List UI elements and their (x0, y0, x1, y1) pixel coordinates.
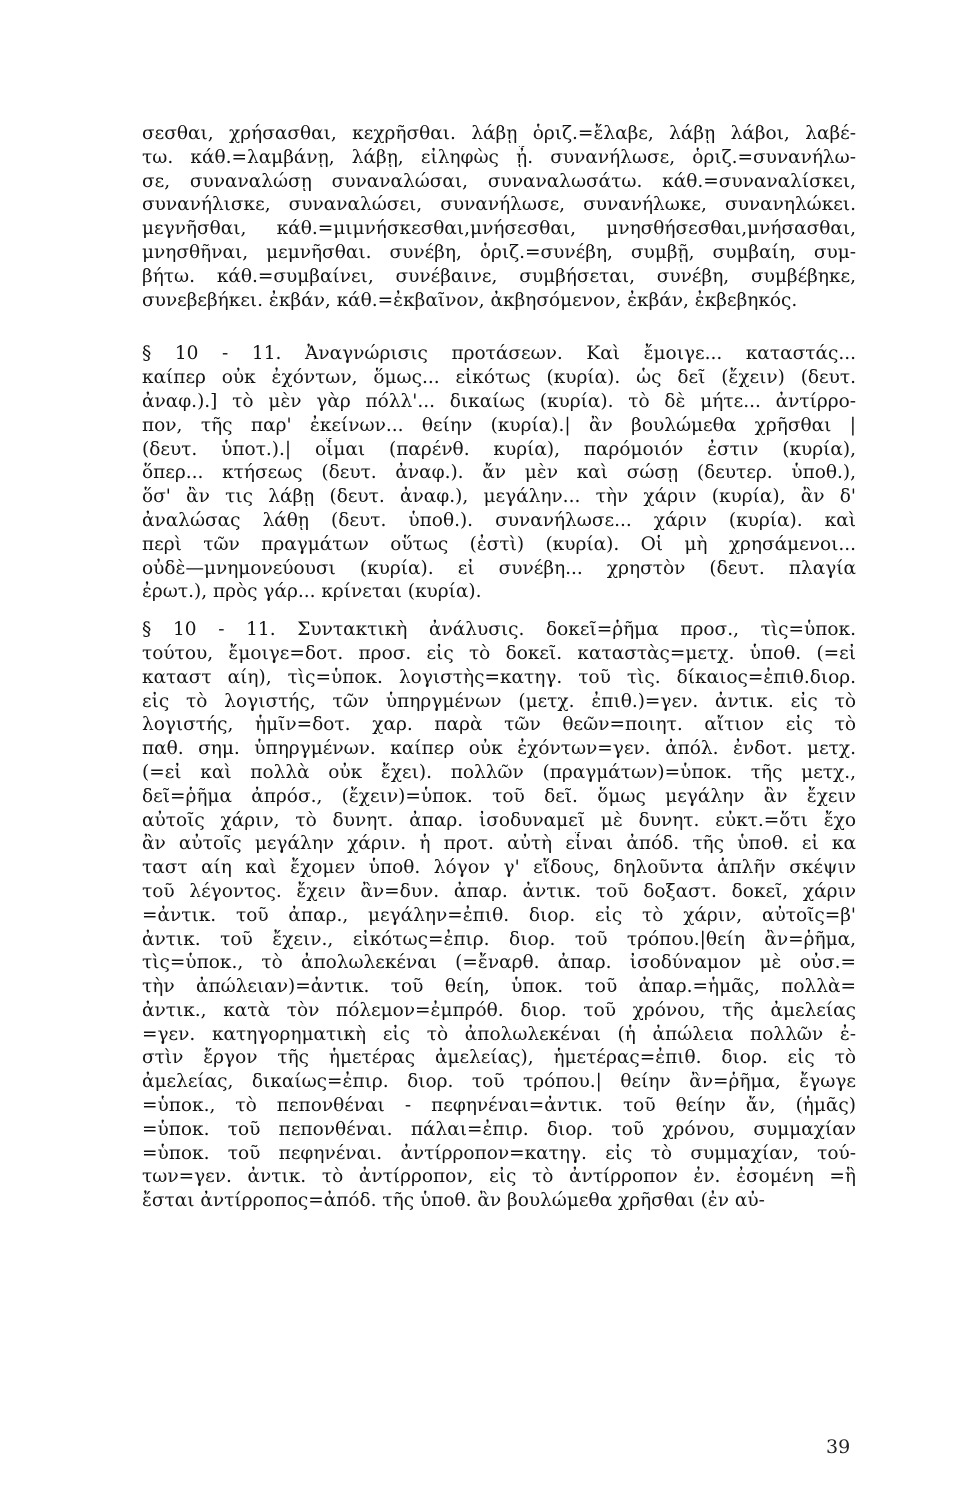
text-line: αὐτοῖς χάριν, τὸ δυνητ. ἀπαρ. ἰσοδυναμεῖ μὲ δυνητ. εὐκτ.=ὅτι ἔχο (142, 809, 856, 831)
page-body (142, 122, 856, 1213)
text-line: τω. κάθ.=λαμβάνῃ, λάβῃ, εἰληφὼς ᾖ. συνανήλωσε, ὁριζ.=συνανήλω- (142, 146, 856, 168)
text-line: των=γεν. ἀντικ. τὸ ἀντίρροπον, εἰς τὸ ἀντίρροπον ἐν. ἐσομένη =ἣ (142, 1166, 856, 1188)
text-line: λογιστής, ἡμῖν=δοτ. χαρ. παρὰ τῶν θεῶν=ποιητ. αἴτιον εἰς τὸ (142, 714, 856, 736)
text-line: (=εἰ καὶ πολλὰ οὐκ ἔχει). πολλῶν (πραγμάτων)=ὑποκ. τῆς μετχ., (142, 761, 856, 783)
text-line: § 10 - 11. Ἀναγνώρισις προτάσεων. Καὶ ἔμοιγε... καταστάς... (142, 343, 856, 365)
text-line: πον, τῆς παρ' ἐκείνων... θείην (κυρία).| ἂν βουλώμεθα χρῆσθαι | (142, 414, 856, 436)
text-line: ἀντικ., κατὰ τὸν πόλεμον=ἐμπρόθ. διορ. τοῦ χρόνου, τῆς ἀμελείας (142, 999, 856, 1021)
text-line: ἔσται ἀντίρροπος=ἀπόδ. τῆς ὑποθ. ἂν βουλώμεθα χρῆσθαι (ἐν αὐ- (142, 1190, 765, 1212)
text-line: δεῖ=ῥῆμα ἀπρόσ., (ἔχειν)=ὑποκ. τοῦ δεῖ. ὅμως μεγάλην ἂν ἔχειν (142, 785, 856, 807)
text-line: περὶ τῶν πραγμάτων οὕτως (ἐστὶ) (κυρία). Οἱ μὴ χρησάμενοι... (142, 533, 856, 555)
text-line: καταστ αίη), τὶς=ὑποκ. λογιστὴς=κατηγ. τοῦ τὶς. δίκαιος=ἐπιθ.διορ. (142, 666, 856, 688)
text-line: ὅσ' ἂν τις λάβῃ (δευτ. ἀναφ.), μεγάλην... τὴν χάριν (κυρία), ἂν δ' (142, 486, 856, 508)
text-line: ταστ αίη καὶ ἔχομεν ὑποθ. λόγον γ' εἴδους, δηλοῦντα ἁπλῆν σκέψιν (142, 857, 856, 879)
text-line: στὶν ἔργον τῆς ἡμετέρας ἀμελείας), ἡμετέρας=ἐπιθ. διορ. εἰς τὸ (142, 1047, 856, 1069)
text-line: =ὑποκ. τοῦ πεπονθέναι. πάλαι=ἐπιρ. διορ. τοῦ χρόνου, συμμαχίαν (142, 1118, 856, 1140)
text-line: παθ. σημ. ὑπηργμένων. καίπερ οὐκ ἐχόντων=γεν. ἀπόλ. ἐνδοτ. μετχ. (142, 738, 856, 760)
text-line: τούτου, ἔμοιγε=δοτ. προσ. εἰς τὸ δοκεῖ. καταστὰς=μετχ. ὑποθ. (=εἰ (142, 642, 856, 664)
section-recognition-of-clauses (142, 342, 856, 604)
section-syntactic-analysis (142, 618, 856, 1213)
text-line: ἀμελείας, δικαίως=ἐπιρ. διορ. τοῦ τρόπου.| θείην ἂν=ῥῆμα, ἔγωγε (142, 1071, 856, 1093)
text-line: βήτω. κάθ.=συμβαίνει, συνέβαινε, συμβήσεται, συνέβη, συμβέβηκε, (142, 265, 856, 287)
page-number: 39 (826, 1436, 851, 1458)
text-line: οὐδὲ—μνημονεύουσι (κυρία). εἰ συνέβη... χρηστὸν (δευτ. πλαγία (142, 557, 856, 579)
text-line: ἐρωτ.), πρὸς γάρ... κρίνεται (κυρία). (142, 581, 482, 603)
text-line: συνανήλισκε, συναναλώσει, συνανήλωσε, συνανήλωκε, συνανηλώκει. (142, 194, 856, 216)
text-line: ὅπερ... κτήσεως (δευτ. ἀναφ.). ἄν μὲν καὶ σώσῃ (δευτερ. ὑποθ.), (142, 462, 856, 484)
text-line: συνεβεβήκει. ἐκβάν, κάθ.=ἐκβαῖνον, ἀκβησόμενον, ἐκβάν, ἐκβεβηκός. (142, 289, 798, 311)
vocabulary-paragraph (142, 122, 856, 312)
text-line: καίπερ οὐκ ἐχόντων, ὅμως... εἰκότως (κυρία). ὡς δεῖ (ἔχειν) (δευτ. (142, 367, 856, 389)
text-line: εἰς τὸ λογιστής, τῶν ὑπηργμένων (μετχ. ἐπιθ.)=γεν. ἀντικ. εἰς τὸ (142, 690, 856, 712)
text-line: ἂν αὐτοῖς μεγάλην χάριν. ἡ προτ. αὐτὴ εἶναι ἀπόδ. τῆς ὑποθ. εἰ κα (142, 833, 856, 855)
text-line: τὶς=ὑποκ., τὸ ἀπολωλεκέναι (=ἔναρθ. ἀπαρ. ἰσοδύναμον μὲ οὐσ.= (142, 952, 856, 974)
text-line: σε, συναναλώσῃ συναναλώσαι, συναναλωσάτω. κάθ.=συναναλίσκει, (142, 170, 856, 192)
text-line: =ὑποκ., τὸ πεπονθέναι - πεφηνέναι=ἀντικ. τοῦ θείην ἄν, (ἡμᾶς) (142, 1095, 856, 1117)
text-line: § 10 - 11. Συντακτικὴ ἀνάλυσις. δοκεῖ=ῥῆμα προσ., τὶς=ὑποκ. (142, 619, 856, 641)
text-line: ἀντικ. τοῦ ἔχειν., εἰκότως=ἐπιρ. διορ. τοῦ τρόπου.|θείη ἂν=ῥῆμα, (142, 928, 856, 950)
text-line: μνησθῆναι, μεμνῆσθαι. συνέβη, ὁριζ.=συνέβη, συμβῇ, συμβαίη, συμ- (142, 241, 856, 263)
text-line: τοῦ λέγοντος. ἔχειν ἂν=δυν. ἀπαρ. ἀντικ. τοῦ δοξαστ. δοκεῖ, χάριν (142, 880, 856, 902)
text-line: =γεν. κατηγορηματικὴ εἰς τὸ ἀπολωλεκέναι (ἡ ἀπώλεια πολλῶν ἐ- (142, 1023, 856, 1045)
text-line: τὴν ἀπώλειαν)=ἀντικ. τοῦ θείη, ὑποκ. τοῦ ἀπαρ.=ἡμᾶς, πολλὰ= (142, 976, 856, 998)
text-line: =ὑποκ. τοῦ πεφηνέναι. ἀντίρροπον=κατηγ. εἰς τὸ συμμαχίαν, τού- (142, 1142, 856, 1164)
text-line: =ἀντικ. τοῦ ἀπαρ., μεγάλην=ἐπιθ. διορ. εἰς τὸ χάριν, αὐτοῖς=β' (142, 904, 856, 926)
text-line: σεσθαι, χρήσασθαι, κεχρῆσθαι. λάβῃ ὁριζ.=ἔλαβε, λάβῃ λάβοι, λαβέ- (142, 123, 856, 144)
text-line: (δευτ. ὑποτ.).| οἶμαι (παρένθ. κυρία), παρόμοιόν ἐστιν (κυρία), (142, 438, 856, 460)
text-line: ἀναλώσας λάθῃ (δευτ. ὑποθ.). συνανήλωσε... χάριν (κυρία). καὶ (142, 509, 856, 531)
text-line: ἀναφ.).] τὸ μὲν γὰρ πόλλ'... δικαίως (κυρία). τὸ δὲ μήτε... ἀντίρρο- (142, 390, 856, 412)
text-line: μεγνῆσθαι, κάθ.=μιμνήσκεσθαι,μνήσεσθαι, μνησθήσεσθαι,μνήσασθαι, (142, 218, 856, 240)
